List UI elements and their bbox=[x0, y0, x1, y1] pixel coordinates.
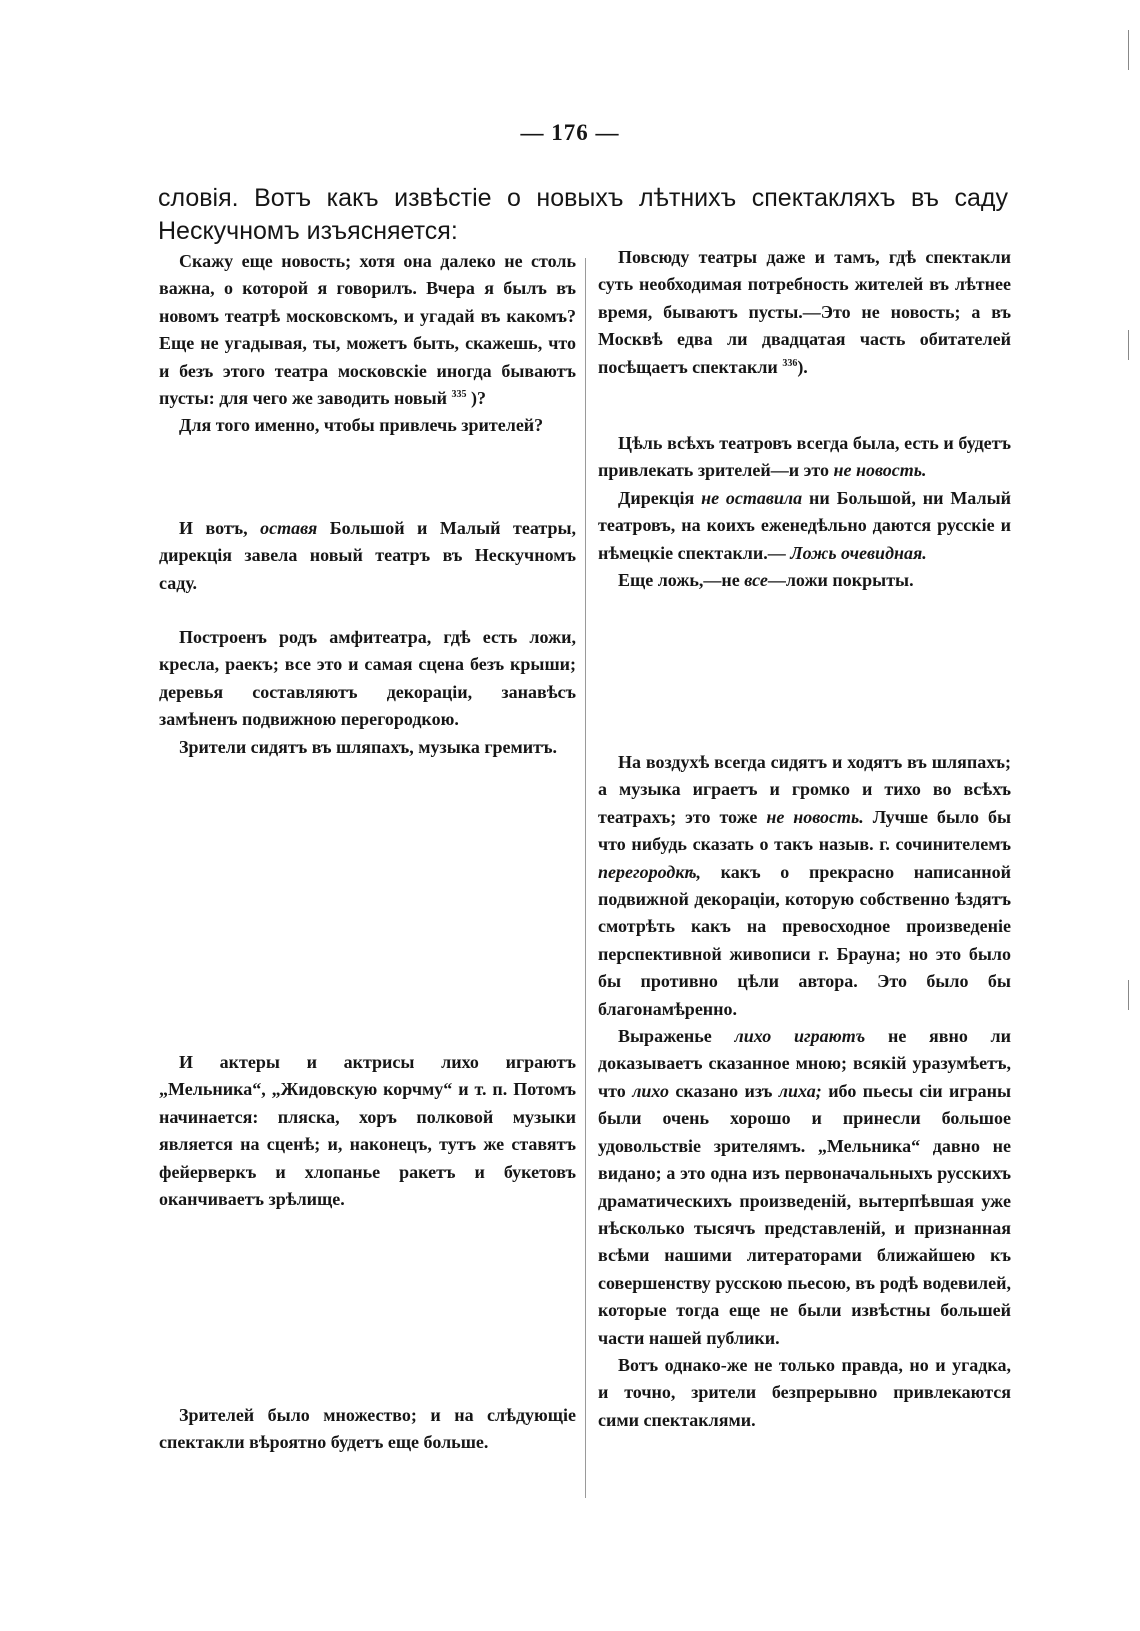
text: Повсюду театры даже и тамъ, гдѣ спектакли суть необходимая потребность жителей въ лѣтнее время, бываютъ пусты.—Это не новость; а въ Москвѣ едва ли двадцатая часть обитателей посѣщаетъ спектакли bbox=[598, 247, 1011, 377]
left-paragraph bbox=[159, 515, 576, 597]
text: Большой и Малый театры, дирекція завела новый театръ въ Нескучномъ саду. bbox=[159, 518, 577, 593]
text: )? bbox=[471, 388, 487, 409]
right-paragraph bbox=[598, 244, 1011, 381]
left-block-3 bbox=[159, 624, 576, 761]
right-paragraph bbox=[598, 749, 1011, 1023]
emphasis: лиха; bbox=[778, 1080, 822, 1101]
scan-edge-mark bbox=[1128, 980, 1129, 1010]
text: Дирекція bbox=[618, 487, 695, 508]
left-block-5 bbox=[159, 1402, 576, 1457]
right-paragraph bbox=[598, 430, 1011, 485]
right-paragraph bbox=[598, 1023, 1011, 1352]
emphasis: лихо играютъ bbox=[734, 1026, 866, 1047]
right-paragraph bbox=[598, 567, 1011, 594]
text: ). bbox=[797, 356, 808, 377]
emphasis: не оставила bbox=[701, 487, 803, 508]
left-paragraph: И актеры и актрисы лихо играютъ „Мельника“, „Жидовскую корчму“ и т. п. Потомъ начинается: пляска, хоръ полковой музыки является на сценѣ; и, наконецъ, тутъ же ставятъ фейерверкъ и хлопанье ракетъ и букетовъ оканчиваетъ зрѣлище. bbox=[159, 1052, 576, 1210]
text: Скажу еще новость; хотя она далеко не столь важна, о которой я говорилъ. Вчера я былъ въ новомъ театрѣ московскомъ, и угадай въ какомъ? Еще не угадывая, ты, можетъ быть, скажешь, что и безъ этого театра московскіе иногда бываютъ пусты: для чего же заводить новый bbox=[159, 251, 576, 409]
column-divider bbox=[585, 258, 586, 1498]
text: Лучше было бы что нибудь сказать о такъ назыв. г. сочинителемъ bbox=[598, 806, 1012, 855]
page-number: — 176 — bbox=[520, 120, 620, 145]
scan-edge-mark bbox=[1128, 30, 1129, 70]
text: Еще ложь,—не bbox=[618, 570, 740, 591]
text: ни Большой, ни Малый театровъ, на коихъ еженедѣльно даются русскіе и нѣмецкіе спектакли.— bbox=[598, 487, 1011, 563]
text: На воздухѣ всегда сидятъ и ходятъ въ шляпахъ; а музыка играетъ и громко и тихо во всѣхъ театрахъ; это тоже bbox=[598, 752, 1011, 827]
emphasis: перегородкѣ, bbox=[598, 861, 701, 882]
text: Цѣль всѣхъ театровъ всегда была, есть и будетъ привлекать зрителей—и это bbox=[598, 433, 1011, 481]
right-block-2 bbox=[598, 430, 1011, 594]
left-paragraph: Зрителей было множество; и на слѣдующіе спектакли вѣроятно будетъ еще больше. bbox=[159, 1405, 576, 1453]
left-paragraph: Зрители сидятъ въ шляпахъ, музыка гремитъ. bbox=[179, 736, 557, 757]
text: какъ о прекрасно написанной подвижной декораціи, которую собственно ѣздятъ смотрѣть какъ на превосходное произведеніе перспективной живописи г. Брауна; но это было бы противно цѣли автора. Это было бы благонамѣренно. bbox=[598, 861, 1011, 1019]
text: не явно ли доказываетъ сказанное мною; всякій уразумѣетъ, что bbox=[598, 1026, 1012, 1101]
footnote-ref: 335 bbox=[451, 389, 467, 401]
text: И вотъ, bbox=[179, 518, 248, 538]
emphasis: Ложь очевидная. bbox=[790, 542, 927, 563]
right-block-3 bbox=[598, 749, 1011, 1434]
left-block-1 bbox=[159, 248, 576, 440]
left-block-4 bbox=[159, 1049, 576, 1213]
right-paragraph bbox=[598, 485, 1011, 567]
emphasis: лихо bbox=[632, 1080, 669, 1101]
text: Выраженье bbox=[618, 1026, 712, 1047]
emphasis: все bbox=[744, 570, 768, 591]
right-block-1 bbox=[598, 244, 1011, 381]
footnote-ref: 336 bbox=[782, 357, 798, 369]
text: сказано изъ bbox=[675, 1080, 773, 1101]
text: ибо пьесы сіи играны были очень хорошо и принесли большое удовольствіе зрителямъ. „Мельника“ давно не видано; а это одна изъ первоначальныхъ русскихъ драматическихъ произведеній, вытерпѣвшая уже нѣсколько тысячъ представленій, и признанная всѣми нашими литераторами ближайшею къ совершенству русскою пьесою, въ родѣ водевилей, которые тогда еще не были извѣстны большей части нашей публики. bbox=[598, 1080, 1012, 1348]
emphasis: оставя bbox=[260, 518, 318, 538]
scan-edge-mark bbox=[1128, 330, 1129, 360]
right-paragraph: Вотъ однако-же не только правда, но и угадка, и точно, зрители безпрерывно привлекаются сими спектаклями. bbox=[598, 1354, 1011, 1430]
text: —ложи покрыты. bbox=[767, 570, 914, 591]
emphasis: не новость. bbox=[766, 806, 864, 827]
left-paragraph: Для того именно, чтобы привлечь зрителей? bbox=[179, 415, 544, 436]
left-paragraph bbox=[159, 248, 576, 412]
intro-paragraph: словія. Вотъ какъ извѣстіе о новыхъ лѣтнихъ спектакляхъ въ саду Нескучномъ изъясняется: bbox=[158, 184, 1008, 245]
left-paragraph: Построенъ родъ амфитеатра, гдѣ есть ложи, кресла, раекъ; все это и самая сцена безъ крыши; деревья составляютъ декораціи, занавѣсъ замѣненъ подвижною перегородкою. bbox=[159, 627, 576, 730]
left-block-2 bbox=[159, 515, 576, 597]
emphasis: не новость. bbox=[833, 460, 927, 481]
